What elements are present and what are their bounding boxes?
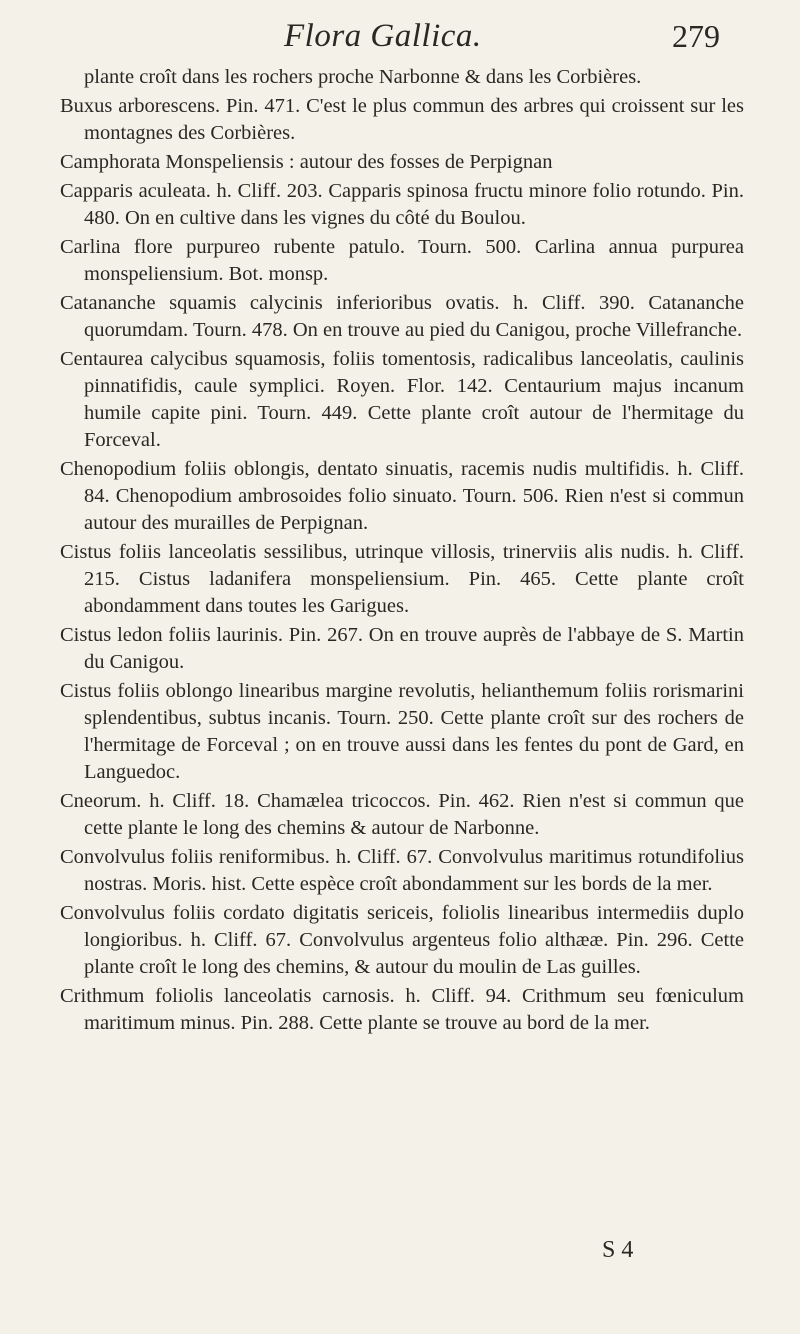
entry-continuation: plante croît dans les rochers proche Narbonne & dans les Corbières. bbox=[84, 66, 642, 88]
running-title: Flora Gallica. bbox=[284, 18, 482, 54]
page-number: 279 bbox=[672, 18, 720, 54]
entry-catananche: Catananche squamis calycinis inferioribus ovatis. h. Cliff. 390. Catananche quorumdam. Tourn. 478. On en trouve au pied du Canigou, proche Villefranche. bbox=[60, 292, 744, 341]
entry-centaurea: Centaurea calycibus squamosis, foliis tomentosis, radicalibus lanceolatis, caulinis pinnatifidis, caule symplici. Royen. Flor. 142. Centaurium majus incanum humile capite pini. Tourn. 449. Cette plante croît autour de l'hermitage du Forceval. bbox=[60, 348, 744, 451]
page-header bbox=[0, 18, 800, 68]
entry-capparis: Capparis aculeata. h. Cliff. 203. Capparis spinosa fructu minore folio rotundo. Pin. 480. On en cultive dans les vignes du côté du Boulou. bbox=[60, 180, 744, 229]
entry-buxus: Buxus arborescens. Pin. 471. C'est le plus commun des arbres qui croissent sur les montagnes des Corbières. bbox=[60, 95, 744, 144]
entry-cistus-oblongo: Cistus foliis oblongo linearibus margine revolutis, helianthemum foliis rorismarini splendentibus, subtus incanis. Tourn. 250. Cette plante croît sur des rochers de l'hermitage de Forceval ; on en trouve aussi dans les fentes du pont de Gard, en Languedoc. bbox=[60, 680, 744, 783]
entry-convolvulus-cordato: Convolvulus foliis cordato digitatis sericeis, foliolis linearibus intermediis duplo longioribus. h. Cliff. 67. Convolvulus argenteus folio althææ. Pin. 296. Cette plante croît le long des chemins, & autour du moulin de Las guilles. bbox=[60, 902, 744, 978]
entry-carlina: Carlina flore purpureo rubente patulo. Tourn. 500. Carlina annua purpurea monspeliensium. Bot. monsp. bbox=[60, 236, 744, 285]
signature-mark: S 4 bbox=[602, 1237, 634, 1263]
entry-cneorum: Cneorum. h. Cliff. 18. Chamælea tricoccos. Pin. 462. Rien n'est si commun que cette plante le long des chemins & autour de Narbonne. bbox=[60, 790, 744, 839]
body-text bbox=[60, 64, 744, 1039]
entry-camphorata: Camphorata Monspeliensis : autour des fosses de Perpignan bbox=[60, 151, 553, 173]
entry-crithmum: Crithmum foliolis lanceolatis carnosis. h. Cliff. 94. Crithmum seu fœniculum maritimum minus. Pin. 288. Cette plante se trouve au bord de la mer. bbox=[60, 985, 744, 1034]
entry-chenopodium: Chenopodium foliis oblongis, dentato sinuatis, racemis nudis multifidis. h. Cliff. 84. Chenopodium ambrosoides folio sinuato. Tourn. 506. Rien n'est si commun autour des murailles de Perpignan. bbox=[60, 458, 744, 534]
entry-cistus-ledon: Cistus ledon foliis laurinis. Pin. 267. On en trouve auprès de l'abbaye de S. Martin du Canigou. bbox=[60, 624, 744, 673]
entry-cistus-lanceolatis: Cistus foliis lanceolatis sessilibus, utrinque villosis, trinerviis alis nudis. h. Cliff. 215. Cistus ladanifera monspeliensium. Pin. 465. Cette plante croît abondamment dans toutes les Garigues. bbox=[60, 541, 744, 617]
entry-convolvulus-reniformibus: Convolvulus foliis reniformibus. h. Cliff. 67. Convolvulus maritimus rotundifolius nostras. Moris. hist. Cette espèce croît abondamment sur les bords de la mer. bbox=[60, 846, 744, 895]
